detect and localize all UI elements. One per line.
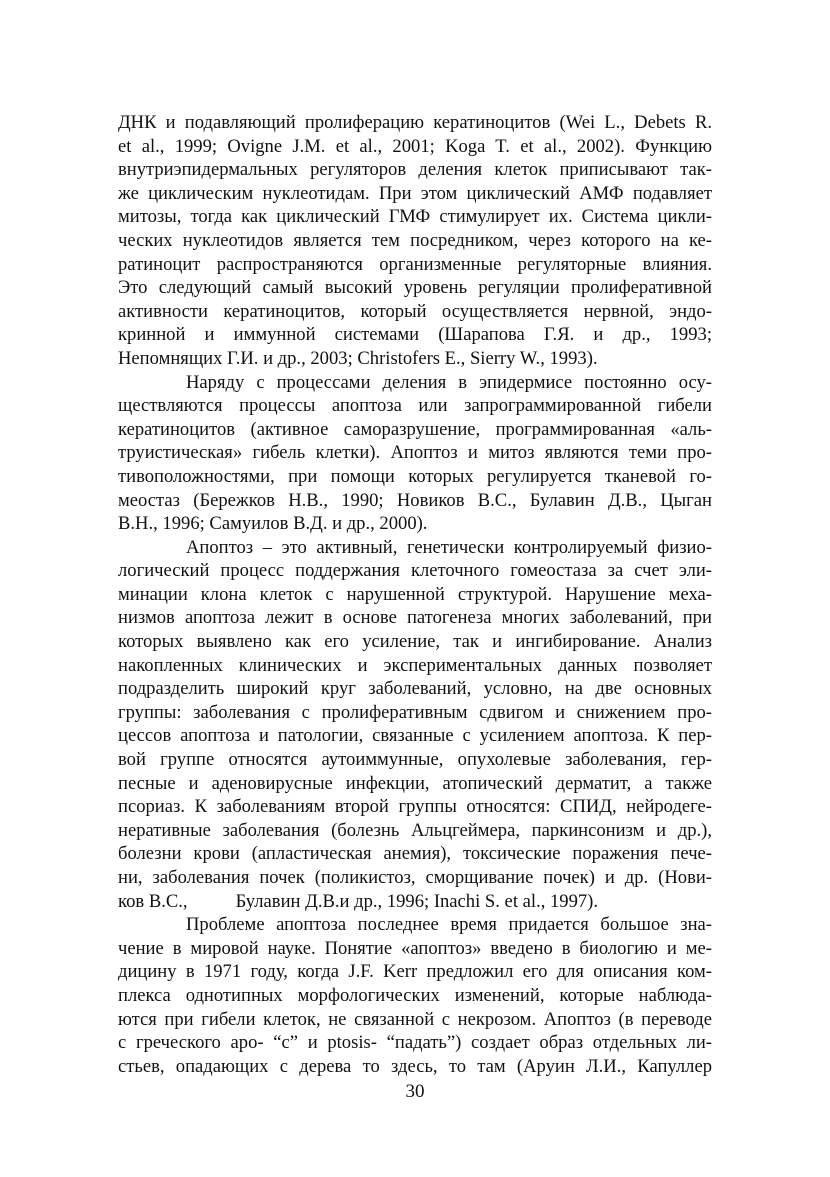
text-line: болезни крови (апластическая анемия), токсические поражения пече-	[118, 843, 712, 865]
text-line: же циклическим нуклеотидам. При этом циклический АМФ подавляет	[118, 182, 712, 204]
text-line: тивоположностями, при помощи которых регулируется тканевой го-	[118, 465, 712, 487]
text-line: Это следующий самый высокий уровень регуляции пролиферативной	[118, 277, 712, 299]
text-line: Апоптоз – это активный, генетически контролируемый физио-	[186, 536, 712, 558]
text-line: неративные заболевания (болезнь Альцгеймера, паркинсонизм и др.),	[118, 819, 712, 841]
text-line: активности кератиноцитов, который осуществляется нервной, эндо-	[118, 300, 712, 322]
text-line: Наряду с процессами деления в эпидермисе постоянно осу-	[186, 371, 712, 393]
text-line: ческих нуклеотидов является тем посредником, через которого на ке-	[118, 229, 712, 251]
text-line: подразделить широкий круг заболеваний, условно, на две основных	[118, 678, 712, 700]
text-line: ДНК и подавляющий пролиферацию кератиноцитов (Wei L., Debets R.	[118, 112, 712, 133]
text-line: низмов апоптоза лежит в основе патогенеза многих заболеваний, при	[118, 607, 712, 629]
text-line: внутриэпидермальных регуляторов деления клеток приписывают так-	[118, 159, 712, 181]
text-line: цессов апоптоза и патологии, связанные с усилением апоптоза. К пер-	[118, 725, 712, 747]
text-line: В.Н., 1996; Самуилов В.Д. и др., 2000).	[118, 513, 428, 535]
text-line: дицину в 1971 году, когда J.F. Kerr предложил его для описания ком-	[118, 961, 712, 983]
page-number: 30	[405, 1081, 425, 1102]
text-line: песные и аденовирусные инфекции, атопический дерматит, а также	[118, 772, 712, 794]
text-line: Непомнящих Г.И. и др., 2003; Christofers E., Sierry W., 1993).	[118, 347, 598, 369]
text-line: минации клона клеток с нарушенной структурой. Нарушение меха-	[118, 583, 712, 605]
text-line: меостаз (Бережков Н.В., 1990; Новиков В.С., Булавин Д.В., Цыган	[118, 489, 712, 511]
text-line	[118, 890, 712, 914]
text-line: вой группе относятся аутоиммунные, опухолевые заболевания, гер-	[118, 749, 712, 771]
text-line: ществляются процессы апоптоза или запрограммированной гибели	[118, 395, 712, 417]
text-line: кератиноцитов (активное саморазрушение, программированная «аль-	[118, 418, 712, 440]
text-line: кринной и иммунной системами (Шарапова Г.Я. и др., 1993;	[118, 324, 712, 346]
text-line: митозы, тогда как циклический ГМФ стимулирует их. Система цикли-	[118, 206, 712, 228]
text-line: ются при гибели клеток, не связанной с некрозом. Апоптоз (в переводе	[118, 1008, 712, 1030]
text-line: ратиноцит распространяются организменные регуляторные влияния.	[118, 253, 712, 275]
text-line: накопленных клинических и экспериментальных данных позволяет	[118, 654, 712, 676]
text-fragment: Булавин Д.В.и др., 1996; Inachi S. et al., 1997).	[235, 890, 599, 912]
text-line: ни, заболевания почек (поликистоз, сморщивание почек) и др. (Нови-	[118, 867, 712, 888]
text-line: группы: заболевания с пролиферативным сдвигом и снижением про-	[118, 701, 712, 723]
text-fragment: ков В.С.,	[118, 890, 188, 912]
text-line: логический процесс поддержания клеточного гомеостаза за счет эли-	[118, 560, 712, 582]
text-line: стьев, опадающих с дерева то здесь, то там (Аруин Л.И., Капуллер	[118, 1055, 712, 1077]
text-line: плекса однотипных морфологических изменений, которые наблюда-	[118, 984, 712, 1006]
text-line: Проблеме апоптоза последнее время придается большое зна-	[186, 914, 712, 936]
text-line: которых выявлено как его усиление, так и ингибирование. Анализ	[118, 631, 712, 653]
text-line: чение в мировой науке. Понятие «апоптоз» введено в биологию и ме-	[118, 937, 712, 959]
text-line: с греческого apo- “с” и ptosis- “падать”) создает образ отдельных ли-	[118, 1032, 712, 1054]
text-line: труистическая» гибель клетки). Апоптоз и митоз являются теми про-	[118, 442, 712, 464]
text-line: псориаз. К заболеваниям второй группы относятся: СПИД, нейродеге-	[118, 796, 712, 818]
text-line: et al., 1999; Ovigne J.M. et al., 2001; Koga T. et al., 2002). Функцию	[118, 135, 712, 157]
text-body	[118, 111, 712, 1078]
